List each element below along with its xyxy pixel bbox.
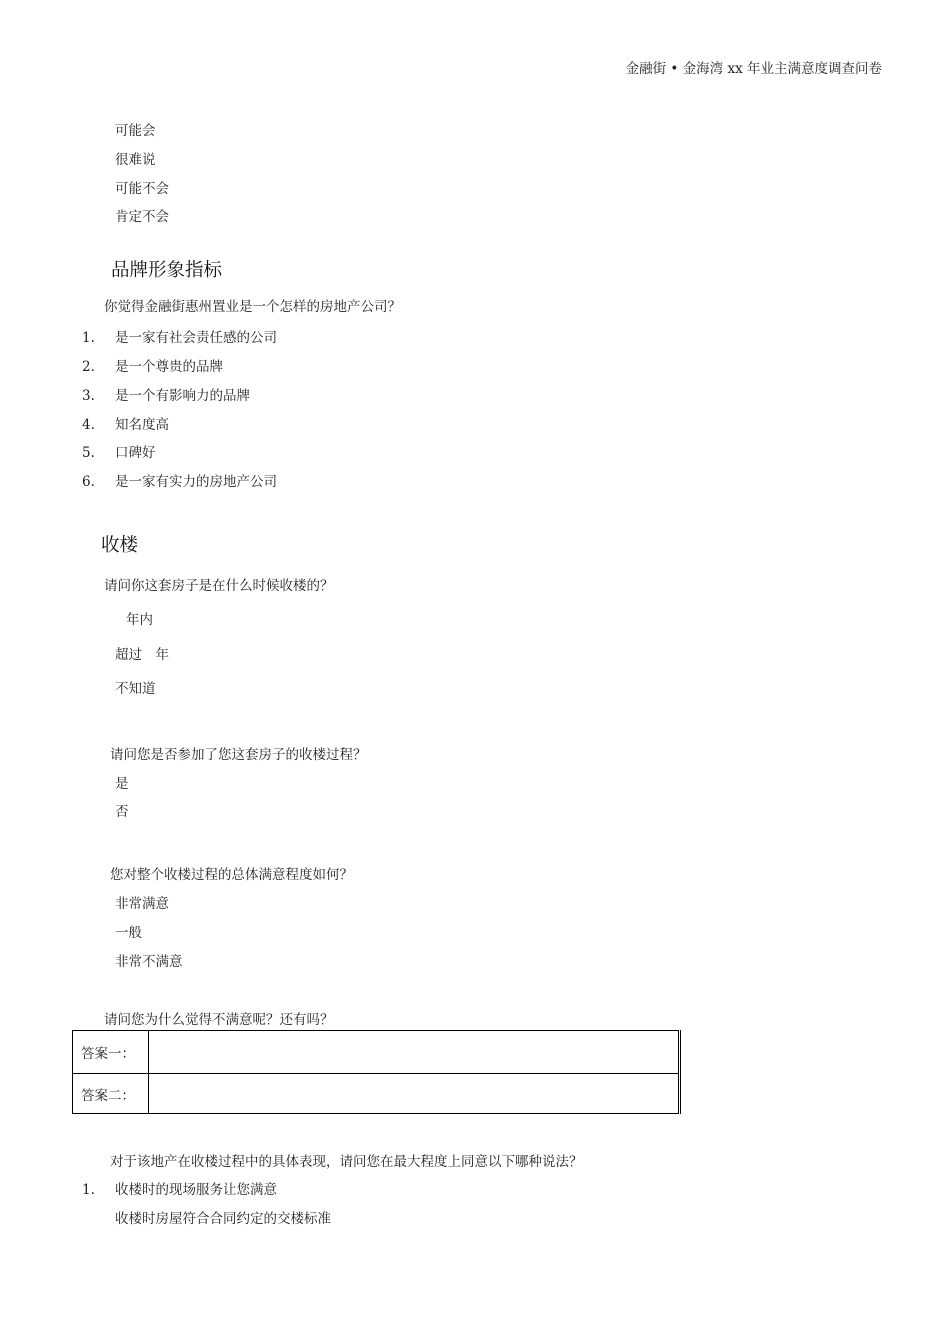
section-heading-brand: 品牌形象指标: [111, 260, 223, 281]
option-label: 可能不会: [115, 181, 169, 197]
answer-field[interactable]: [149, 1031, 680, 1074]
list-item: 是一个尊贵的品牌: [115, 359, 223, 375]
list-number: 3.: [82, 388, 95, 404]
answer-label: 答案一：: [73, 1031, 149, 1074]
list-item: 口碑好: [115, 445, 156, 461]
answer-row: [73, 1074, 680, 1114]
option-label: 非常不满意: [115, 954, 183, 970]
list-item: 是一家有实力的房地产公司: [115, 474, 277, 490]
answer-field[interactable]: [149, 1074, 680, 1114]
answer-label: 答案二：: [73, 1074, 149, 1114]
option-label: 肯定不会: [115, 209, 169, 225]
option-label: 可能会: [115, 123, 156, 139]
list-item: 是一个有影响力的品牌: [115, 388, 250, 404]
question-text: 请问您是否参加了您这套房子的收楼过程？: [110, 747, 367, 763]
list-number: 2.: [82, 359, 95, 375]
list-number: 6.: [82, 474, 95, 490]
list-number: 5.: [82, 445, 95, 461]
question-text: 你觉得金融街惠州置业是一个怎样的房地产公司？: [104, 299, 401, 315]
question-text: 您对整个收楼过程的总体满意程度如何？: [110, 867, 353, 883]
list-number: 1.: [82, 330, 95, 346]
list-item: 收楼时房屋符合合同约定的交楼标准: [115, 1211, 331, 1227]
question-text: 对于该地产在收楼过程中的具体表现，请问您在最大程度上同意以下哪种说法？: [110, 1154, 583, 1170]
option-label: 否: [115, 804, 129, 820]
list-item: 知名度高: [115, 417, 169, 433]
option-label: 很难说: [115, 152, 156, 168]
question-text: 请问您为什么觉得不满意呢？还有吗？: [104, 1012, 334, 1028]
option-label: 一般: [115, 925, 142, 941]
option-label: 是: [115, 776, 129, 792]
list-item: 是一家有社会责任感的公司: [115, 330, 277, 346]
option-label: 不知道: [115, 681, 156, 697]
list-number: 1.: [82, 1182, 95, 1198]
option-label: 超过 年: [115, 647, 169, 663]
option-label: 非常满意: [115, 896, 169, 912]
list-number: 4.: [82, 417, 95, 433]
answer-table: [72, 1030, 681, 1114]
question-text: 请问你这套房子是在什么时候收楼的？: [104, 578, 334, 594]
option-label: 年内: [126, 612, 153, 628]
section-heading-handover: 收楼: [101, 535, 139, 556]
answer-row: [73, 1031, 680, 1074]
document-header-title: 金融街 • 金海湾 xx 年业主满意度调查问卷: [625, 61, 882, 77]
list-item: 收楼时的现场服务让您满意: [115, 1182, 277, 1198]
